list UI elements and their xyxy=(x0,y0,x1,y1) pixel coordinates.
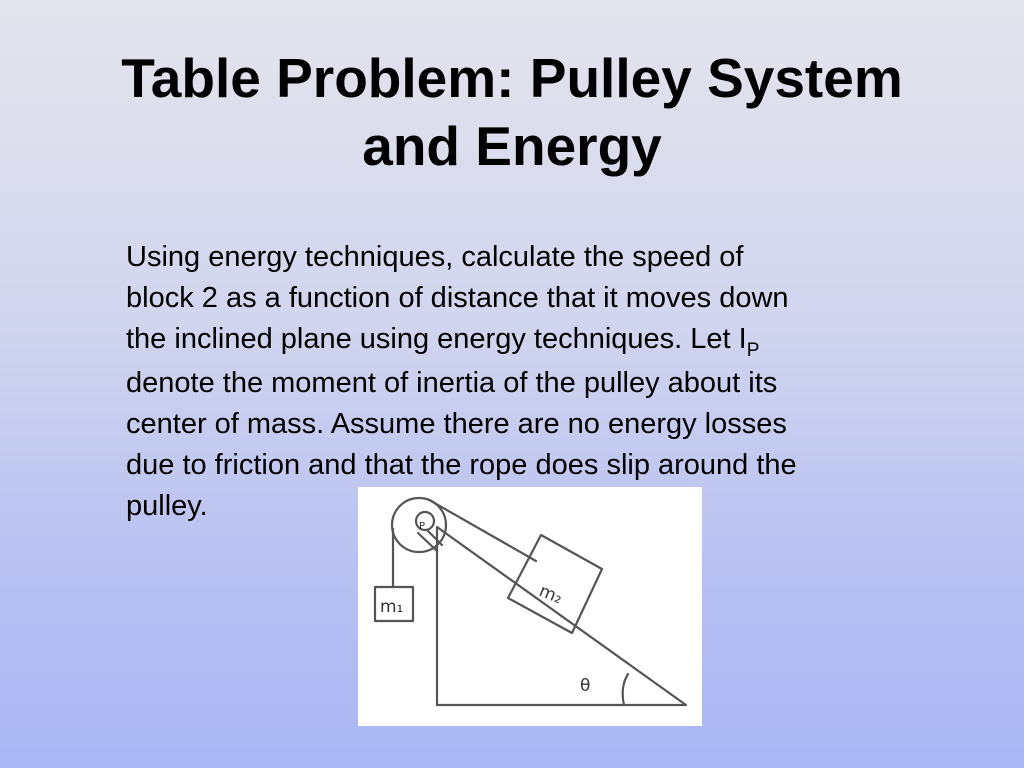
body-line-5: center of mass. Assume there are no energy losses xyxy=(126,408,787,440)
title-line-2: and Energy xyxy=(362,115,662,177)
body-line-2: block 2 as a function of distance that it moves down xyxy=(126,282,789,314)
pulley-incline-diagram xyxy=(358,487,702,726)
pulley-bracket xyxy=(418,531,442,551)
pulley-label: P xyxy=(419,521,426,532)
angle-theta-label: θ xyxy=(580,676,591,696)
slide-title xyxy=(20,44,1004,180)
diagram-svg xyxy=(358,487,702,726)
rope-incline xyxy=(431,501,536,561)
angle-arc xyxy=(623,674,628,705)
body-line-3 xyxy=(126,319,946,363)
problem-statement xyxy=(126,237,946,527)
m2-label: m₂ xyxy=(536,581,566,609)
body-line-4: denote the moment of inertia of the pulley about its xyxy=(126,367,778,399)
inertia-subscript: P xyxy=(746,340,760,361)
body-line-7: pulley. xyxy=(126,490,208,522)
body-line-3-text: the inclined plane using energy techniques. Let I xyxy=(126,323,747,355)
body-line-1: Using energy techniques, calculate the speed of xyxy=(126,241,744,273)
block-m2 xyxy=(508,535,602,633)
incline-triangle xyxy=(437,527,686,705)
m1-label: m₁ xyxy=(380,597,404,617)
title-line-1: Table Problem: Pulley System xyxy=(121,47,903,109)
body-line-6: due to friction and that the rope does slip around the xyxy=(126,449,797,481)
